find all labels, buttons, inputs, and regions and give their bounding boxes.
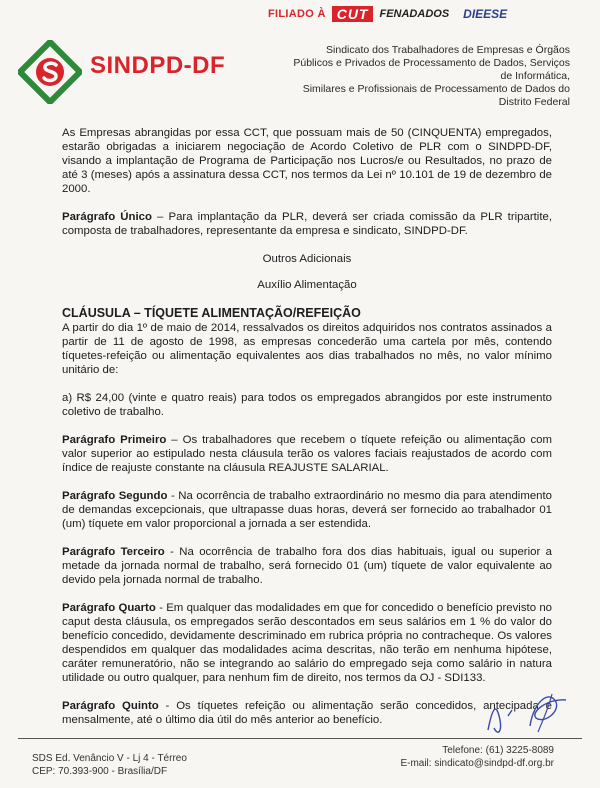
paragrafo-terceiro-text: - Na ocorrência de trabalho fora dos dias habituais, igual ou superior a metade da jornada normal de trabalho, será fornecido 01 (um) tíquete de valor equivalente ao devido pela jornada normal de trabalho. — [62, 546, 552, 586]
org-line: Similares e Profissionais de Processamento de Dados do Distrito Federal — [302, 83, 570, 108]
section-heading-outros: Outros Adicionais — [262, 253, 352, 265]
footer-address — [32, 752, 187, 778]
dieese-logo: DIEESE — [463, 7, 508, 21]
paragrafo-segundo — [62, 489, 552, 531]
plr-paragraph: As Empresas abrangidas por essa CCT, que possuam mais de 50 (CINQUENTA) empregados, estarão obrigadas a iniciarem negociação de Acordo Coletivo de PLR com o SINDPD-DF, visando a implantação de Programa de Participação nos Lucros/e ou Resultados, no prazo de até 3 (meses) após a assinatura dessa CCT, nos termos da Lei nº 10.101 de 19 de dezembro de 2000. — [62, 127, 552, 195]
footer-divider — [18, 738, 582, 739]
organization-description — [280, 44, 570, 109]
phone: Telefone: (61) 3225-8089 — [442, 745, 554, 756]
address-line-1: SDS Ed. Venâncio V - Lj 4 - Térreo — [32, 753, 187, 764]
paragrafo-quinto-text: - Os tíquetes refeição ou alimentação serão concedidos, antecipada e mensalmente, até o último dia útil do mês anterior ao benefício. — [62, 700, 552, 726]
signature-icon — [478, 680, 578, 740]
paragrafo-terceiro — [62, 545, 552, 587]
paragrafo-unico-label: Parágrafo Único — [62, 211, 152, 223]
affiliation-label: FILIADO À — [268, 8, 326, 20]
paragrafo-quarto — [62, 601, 552, 685]
brand-name: SINDPD-DF — [90, 52, 226, 79]
item-a: a) R$ 24,00 (vinte e quatro reais) para todos os empregados abrangidos por este instrumento coletivo de trabalho. — [62, 392, 552, 418]
paragrafo-segundo-text: - Na ocorrência de trabalho extraordinário no mesmo dia para atendimento de demandas excepcionais, que ultrapasse duas horas, deverá ser fornecido ao trabalhador 01 (um) tíquete em valor proporcional a jornada a ser estendida. — [62, 490, 552, 530]
paragrafo-primeiro-label: Parágrafo Primeiro — [62, 434, 167, 446]
org-line: Públicos e Privados de Processamento de Dados, Serviços de Informática, — [293, 57, 570, 82]
paragrafo-quinto-label: Parágrafo Quinto — [62, 700, 159, 712]
paragrafo-terceiro-label: Parágrafo Terceiro — [62, 546, 165, 558]
fenadados-logo: FENADADOS — [379, 8, 450, 20]
clause-intro: A partir do dia 1º de maio de 2014, ressalvados os direitos adquiridos nos contratos assinados a partir de 11 de agosto de 1998, as empresas concederão uma cartela por mês, contendo tíquetes-refeição ou alimentação equivalentes aos dias trabalhados no mês, no valor mínimo unitário de: — [62, 322, 552, 376]
paragrafo-unico — [62, 210, 552, 238]
cut-logo: CUT — [332, 6, 374, 22]
email: E-mail: sindicato@sindpd-df.org.br — [400, 758, 554, 769]
paragrafo-quarto-text: - Em qualquer das modalidades em que for concedido o benefício previsto no caput desta cláusula, os empregados serão descontados em seus salários em 1 % do valor do benefício concedido, devidamente descriminado em rubrica própria no contracheque. Os valores despendidos em qualquer das modalidades acima descritas, não terão em nenhuma hipótese, caráter remuneratório, não se integrando ao salário do empregado seja como salário in natura utilidade ou outro qualquer, para nenhum fim de direito, nos termos da OJ - SDI133. — [62, 602, 552, 684]
section-heading-auxilio: Auxílio Alimentação — [257, 279, 357, 291]
paragrafo-quarto-label: Parágrafo Quarto — [62, 602, 156, 614]
address-line-2: CEP: 70.393-900 - Brasília/DF — [32, 766, 168, 777]
sindpd-logo-icon — [18, 40, 82, 104]
clause-title: CLÁUSULA – TÍQUETE ALIMENTAÇÃO/REFEIÇÃO — [62, 306, 361, 320]
paragrafo-segundo-label: Parágrafo Segundo — [62, 490, 168, 502]
footer-contact — [400, 744, 554, 770]
paragrafo-primeiro — [62, 433, 552, 475]
paragrafo-unico-text: – Para implantação da PLR, deverá ser criada comissão da PLR tripartite, composta de trabalhadores, representante da empresa e sindicato, SINDPD-DF. — [62, 211, 552, 237]
org-line: Sindicato dos Trabalhadores de Empresas e Órgãos — [326, 44, 570, 56]
paragrafo-primeiro-text: – Os trabalhadores que recebem o tíquete refeição ou alimentação com valor superior ao estipulado nesta cláusula terão os valores faciais reajustados de acordo com índice de reajuste constante na cláusula REAJUSTE SALARIAL. — [62, 434, 552, 474]
document-body — [62, 126, 552, 741]
affiliation-bar — [268, 6, 507, 22]
